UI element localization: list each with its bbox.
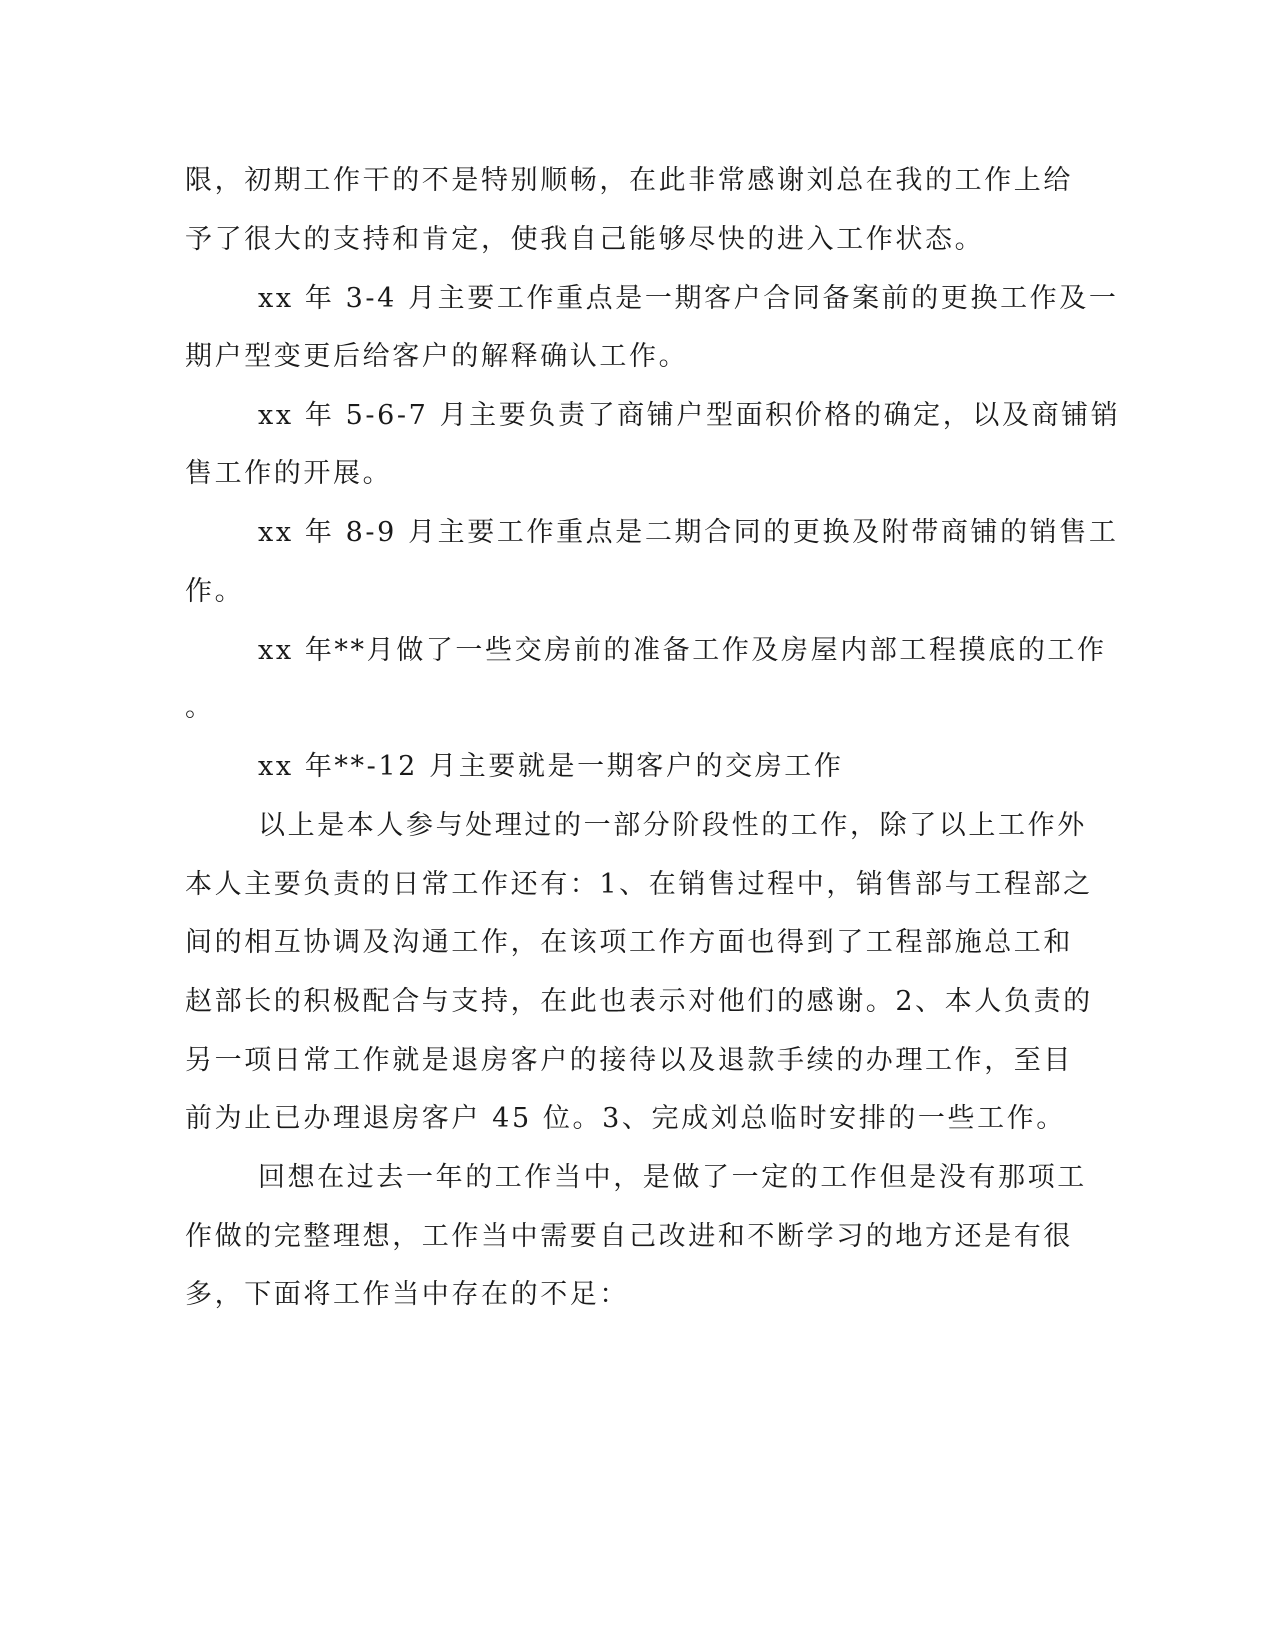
text-line: 予了很大的支持和肯定，使我自己能够尽快的进入工作状态。 xyxy=(185,224,985,255)
text-line: xx 年 5-6-7 月主要负责了商铺户型面积价格的确定，以及商铺销 xyxy=(258,400,1121,431)
text-line: 另一项日常工作就是退房客户的接待以及退款手续的办理工作，至目 xyxy=(185,1045,1073,1076)
text-line: 前为止已办理退房客户 45 位。3、完成刘总临时安排的一些工作。 xyxy=(185,1103,1066,1134)
text-line: 赵部长的积极配合与支持，在此也表示对他们的感谢。2、本人负责的 xyxy=(185,986,1093,1017)
text-line: 作做的完整理想，工作当中需要自己改进和不断学习的地方还是有很 xyxy=(185,1221,1073,1252)
text-line: 间的相互协调及沟通工作，在该项工作方面也得到了工程部施总工和 xyxy=(185,927,1073,958)
text-line: 售工作的开展。 xyxy=(185,458,393,489)
text-line: xx 年 3-4 月主要工作重点是一期客户合同备案前的更换工作及一 xyxy=(258,283,1119,314)
text-line: xx 年**-12 月主要就是一期客户的交房工作 xyxy=(258,751,844,782)
text-line: xx 年 8-9 月主要工作重点是二期合同的更换及附带商铺的销售工 xyxy=(258,517,1119,548)
text-line: 回想在过去一年的工作当中，是做了一定的工作但是没有那项工 xyxy=(258,1162,1087,1193)
text-line: 以上是本人参与处理过的一部分阶段性的工作，除了以上工作外 xyxy=(258,810,1087,841)
text-line: 。 xyxy=(185,692,215,723)
text-line: 作。 xyxy=(185,576,245,607)
text-line: 期户型变更后给客户的解释确认工作。 xyxy=(185,341,689,372)
text-line: 限，初期工作干的不是特别顺畅，在此非常感谢刘总在我的工作上给 xyxy=(185,165,1073,196)
text-line: 本人主要负责的日常工作还有：1、在销售过程中，销售部与工程部之 xyxy=(185,869,1093,900)
text-line: xx 年**月做了一些交房前的准备工作及房屋内部工程摸底的工作 xyxy=(258,635,1107,666)
text-line: 多，下面将工作当中存在的不足： xyxy=(185,1279,629,1310)
